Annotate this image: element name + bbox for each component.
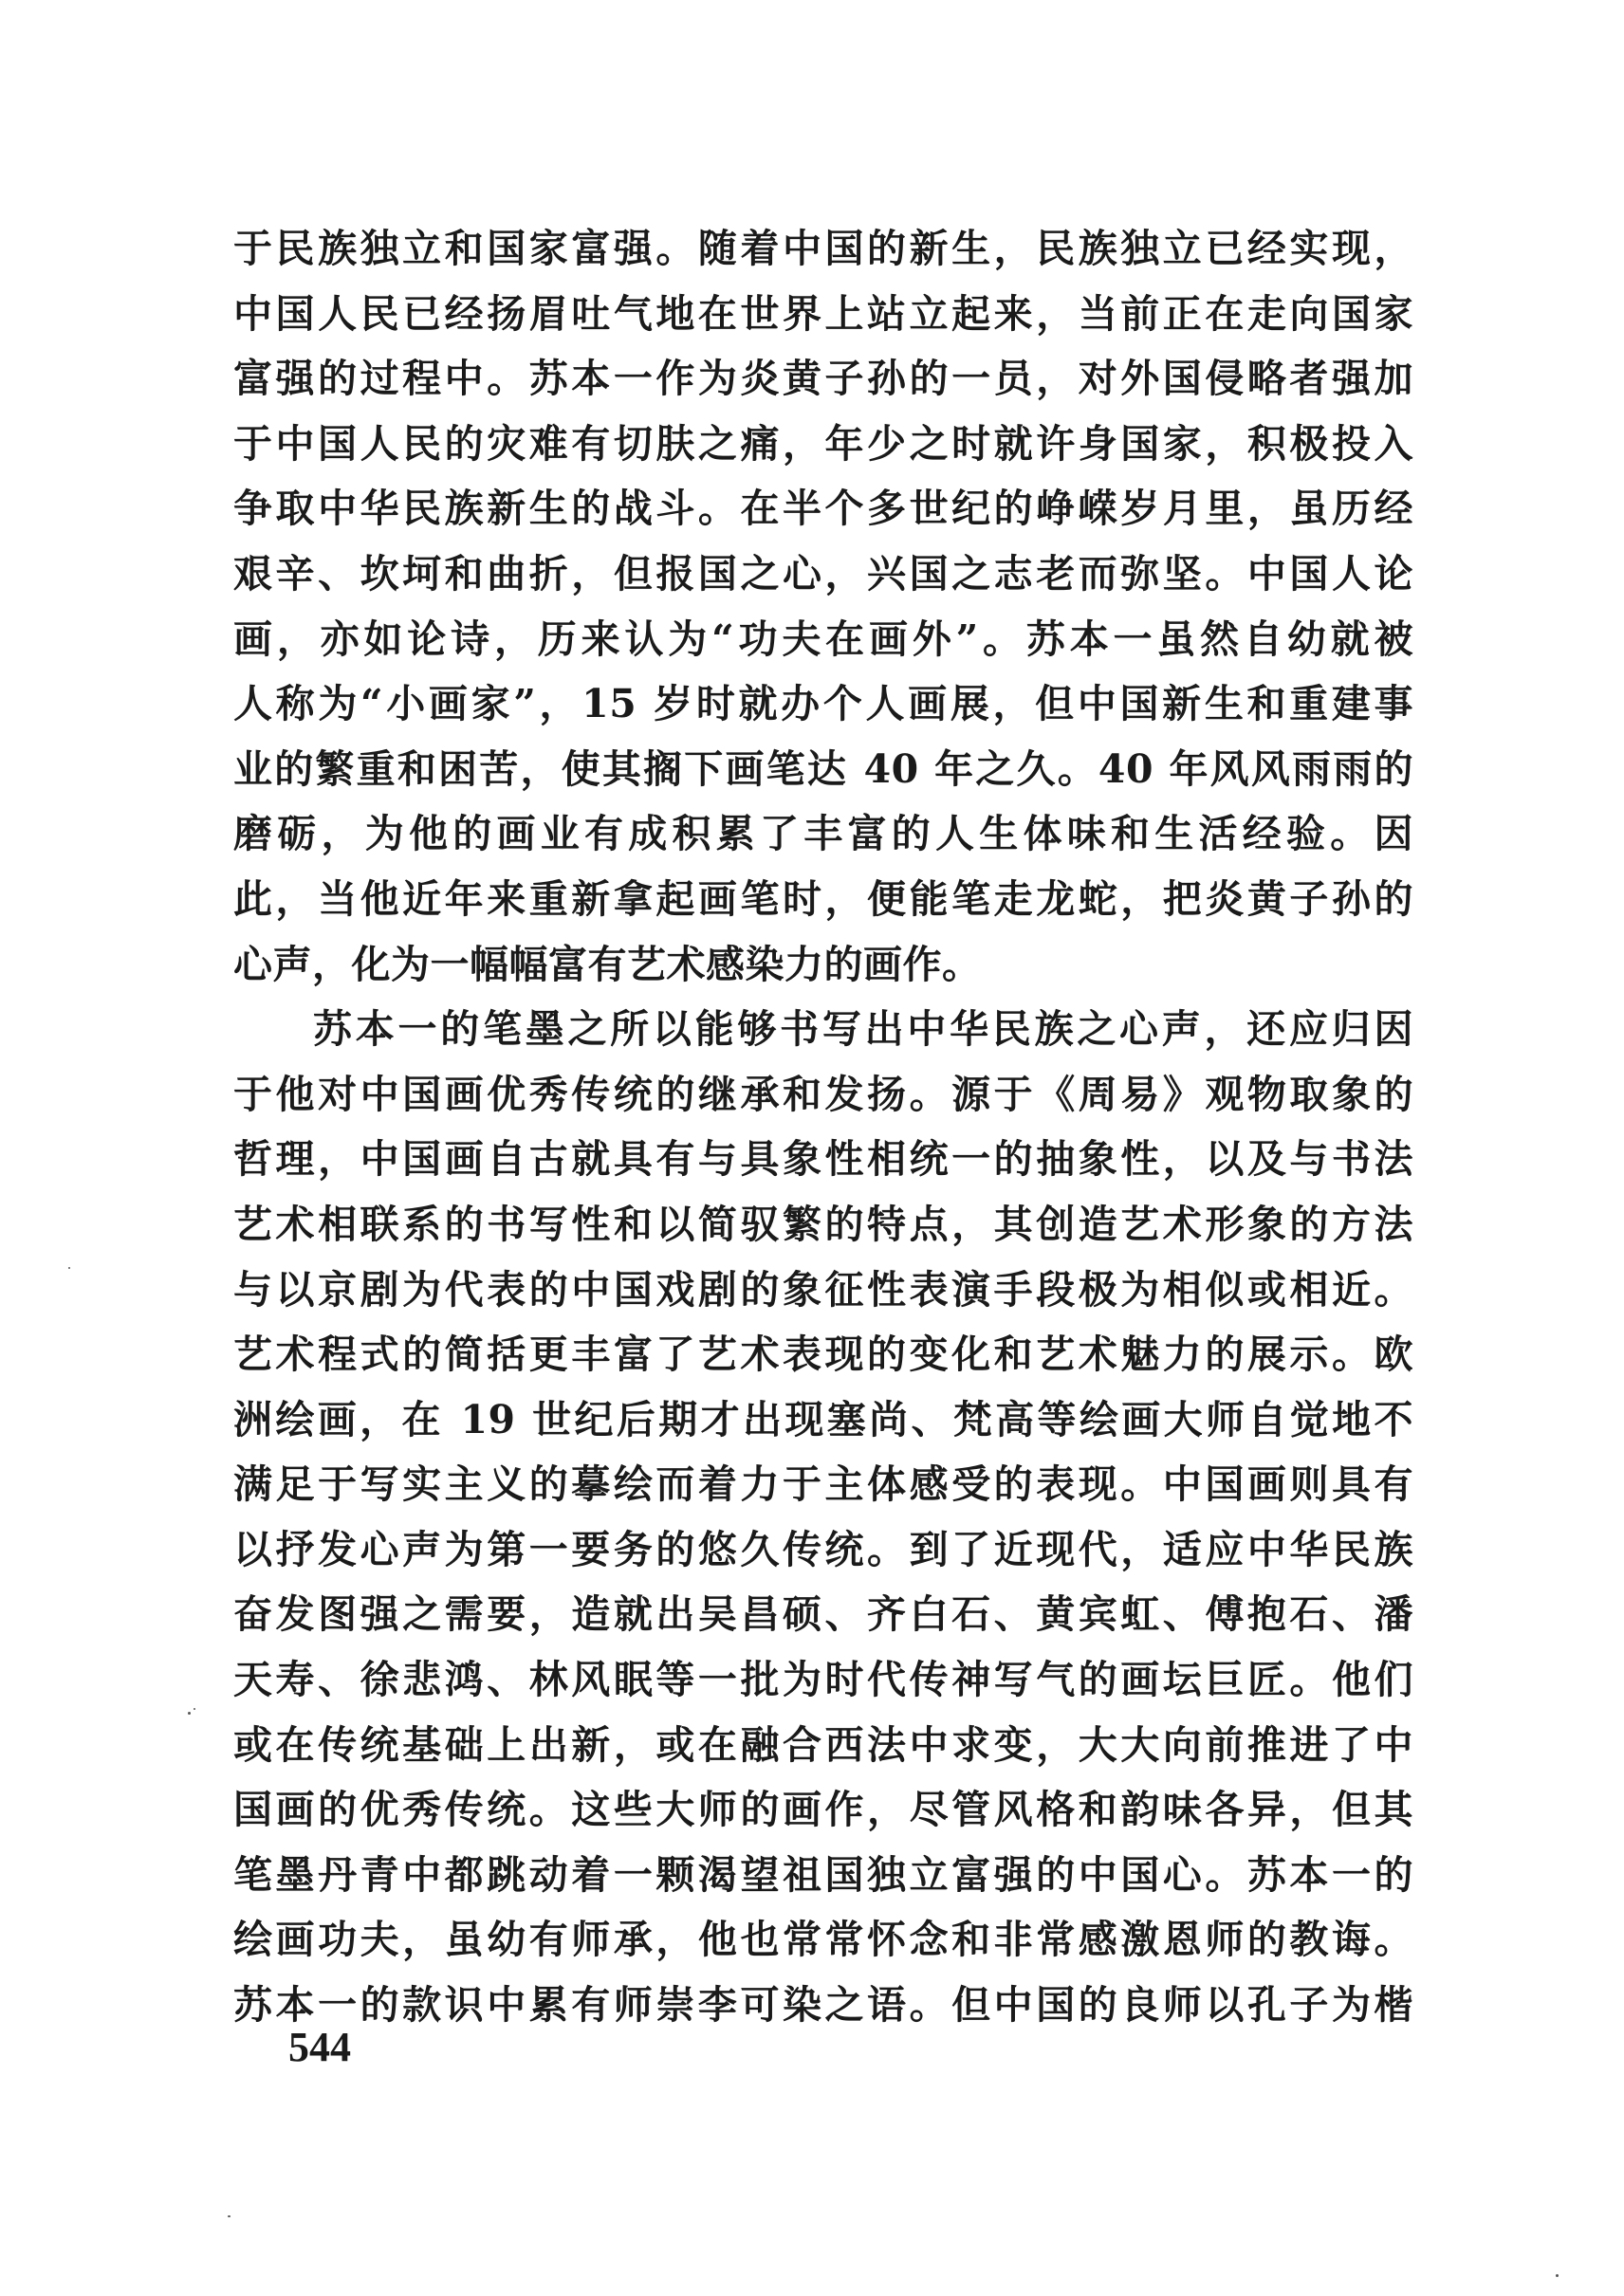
text-line: 人称为“小画家”，15 岁时就办个人画展，但中国新生和重建事	[233, 681, 1413, 727]
text-line: 以抒发心声为第一要务的悠久传统。到了近现代，适应中华民族	[233, 1526, 1413, 1572]
text-line: 笔墨丹青中都跳动着一颗渴望祖国独立富强的中国心。苏本一的	[233, 1851, 1413, 1898]
text-line: 画，亦如论诗，历来认为“功夫在画外”。苏本一虽然自幼就被	[233, 615, 1413, 662]
text-line: 天寿、徐悲鸿、林风眠等一批为时代传神写气的画坛巨匠。他们	[233, 1657, 1413, 1703]
text-line: 绘画功夫，虽幼有师承，他也常常怀念和非常感激恩师的教诲。	[233, 1917, 1413, 1963]
text-line: 奋发图强之需要，造就出吴昌硕、齐白石、黄宾虹、傅抱石、潘	[233, 1591, 1413, 1638]
text-line: 业的繁重和困苦，使其搁下画笔达 40 年之久。40 年风风雨雨的	[233, 745, 1413, 792]
scan-speck	[194, 1708, 195, 1710]
text-line: 苏本一的款识中累有师崇李可染之语。但中国的良师以孔子为楷	[233, 1982, 1413, 2029]
page-number: 544	[288, 2024, 351, 2070]
text-line: 艺术相联系的书写性和以简驭繁的特点，其创造艺术形象的方法	[233, 1201, 1413, 1247]
text-line: 争取中华民族新生的战斗。在半个多世纪的峥嵘岁月里，虽历经	[233, 486, 1413, 532]
text-line: 于中国人民的灾难有切肤之痛，年少之时就许身国家，积极投入	[233, 420, 1413, 467]
text-line: 于他对中国画优秀传统的继承和发扬。源于《周易》观物取象的	[233, 1071, 1413, 1117]
text-line: 磨砺，为他的画业有成积累了丰富的人生体味和生活经验。因	[233, 811, 1413, 857]
text-line: 艺术程式的简括更丰富了艺术表现的变化和艺术魅力的展示。欧	[233, 1332, 1413, 1378]
text-line: 哲理，中国画自古就具有与具象性相统一的抽象性，以及与书法	[233, 1136, 1413, 1183]
scan-speck	[228, 2215, 231, 2217]
text-line: 满足于写实主义的摹绘而着力于主体感受的表现。中国画则具有	[233, 1461, 1413, 1508]
paragraph-2	[233, 997, 1413, 2038]
text-line: 于民族独立和国家富强。随着中国的新生，民族独立已经实现，	[233, 226, 1413, 271]
scan-speck	[188, 1712, 191, 1715]
paragraph-1	[233, 216, 1413, 997]
text-line: 国画的优秀传统。这些大师的画作，尽管风格和韵味各异，但其	[233, 1787, 1413, 1833]
body-text	[233, 216, 1413, 2038]
text-line: 中国人民已经扬眉吐气地在世界上站立起来，当前正在走向国家	[233, 290, 1413, 337]
text-line: 与以京剧为代表的中国戏剧的象征性表演手段极为相似或相近。	[233, 1266, 1413, 1313]
text-line: 艰辛、坎坷和曲折，但报国之心，兴国之志老而弥坚。中国人论	[233, 550, 1413, 597]
text-line: 心声，化为一幅幅富有艺术感染力的画作。	[233, 941, 982, 987]
text-line: 洲绘画，在 19 世纪后期才出现塞尚、梵高等绘画大师自觉地不	[233, 1396, 1413, 1442]
scan-speck	[68, 1267, 70, 1269]
text-line: 苏本一的笔墨之所以能够书写出中华民族之心声，还应归因	[313, 1006, 1413, 1053]
scan-speck	[1556, 2274, 1559, 2277]
text-line: 富强的过程中。苏本一作为炎黄子孙的一员，对外国侵略者强加	[233, 356, 1413, 402]
text-line: 此，当他近年来重新拿起画笔时，便能笔走龙蛇，把炎黄子孙的	[233, 875, 1413, 922]
text-line: 或在传统基础上出新，或在融合西法中求变，大大向前推进了中	[233, 1721, 1413, 1768]
